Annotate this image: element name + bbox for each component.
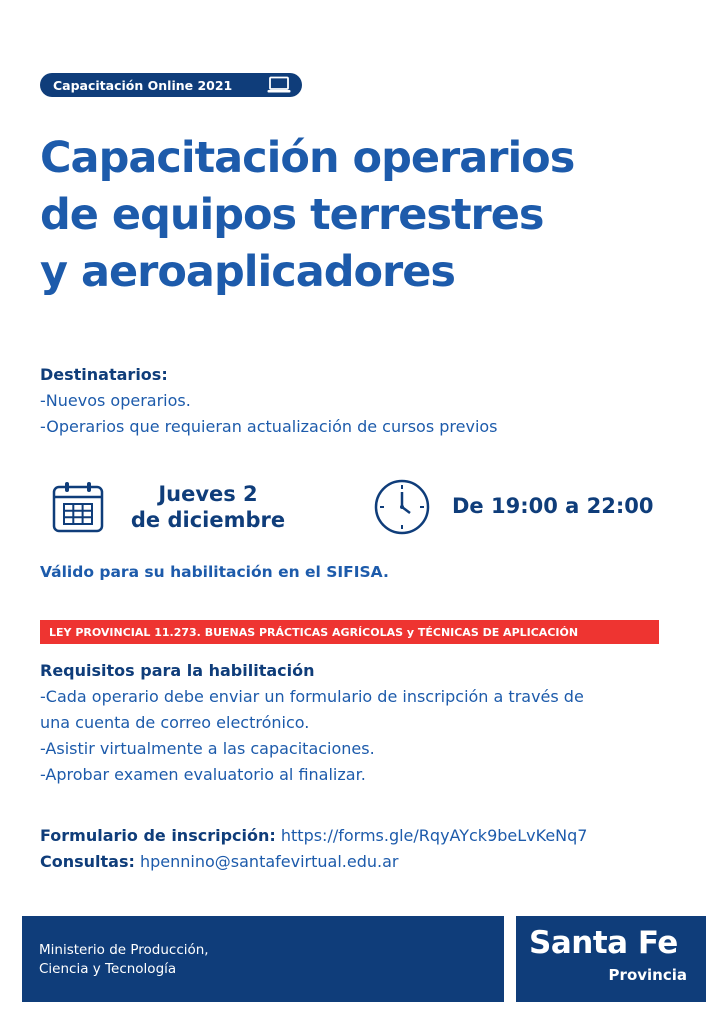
form-link[interactable]: https://forms.gle/RqyAYck9beLvKeNq7 bbox=[280, 826, 588, 845]
ministry-footer bbox=[22, 916, 504, 1002]
requisitos-section bbox=[40, 658, 584, 788]
consultas-row bbox=[40, 849, 587, 875]
page-title bbox=[40, 130, 574, 301]
contact-section bbox=[40, 823, 587, 875]
destinatarios-section bbox=[40, 362, 498, 440]
destinatarios-item: -Operarios que requieran actualización de cursos previos bbox=[40, 417, 498, 436]
event-time: De 19:00 a 22:00 bbox=[452, 494, 654, 518]
event-date bbox=[122, 481, 294, 533]
title-line: y aeroaplicadores bbox=[40, 247, 455, 297]
date-line: de diciembre bbox=[130, 508, 286, 532]
ministry-line: Ciencia y Tecnología bbox=[39, 961, 177, 977]
form-row bbox=[40, 823, 587, 849]
clock-icon bbox=[374, 479, 430, 535]
requisitos-heading: Requisitos para la habilitación bbox=[40, 661, 315, 680]
consultas-label: Consultas: bbox=[40, 852, 135, 871]
calendar-icon bbox=[52, 481, 104, 533]
title-line: Capacitación operarios bbox=[40, 133, 575, 183]
requisitos-item: -Asistir virtualmente a las capacitaciones. bbox=[40, 739, 375, 758]
requisitos-item: una cuenta de correo electrónico. bbox=[40, 713, 310, 732]
valid-note: Válido para su habilitación en el SIFISA. bbox=[40, 563, 389, 581]
requisitos-item: -Cada operario debe enviar un formulario de inscripción a través de bbox=[40, 687, 584, 706]
destinatarios-item: -Nuevos operarios. bbox=[40, 391, 191, 410]
santa-fe-logo bbox=[516, 916, 706, 1002]
destinatarios-heading: Destinatarios: bbox=[40, 365, 168, 384]
brand-name: Santa Fe bbox=[529, 925, 678, 961]
form-label: Formulario de inscripción: bbox=[40, 826, 276, 845]
email-link[interactable]: hpennino@santafevirtual.edu.ar bbox=[139, 852, 399, 871]
ministry-line: Ministerio de Producción, bbox=[39, 942, 209, 958]
course-badge bbox=[40, 73, 302, 97]
requisitos-item: -Aprobar examen evaluatorio al finalizar. bbox=[40, 765, 366, 784]
title-line: de equipos terrestres bbox=[40, 190, 544, 240]
date-line: Jueves 2 bbox=[158, 482, 258, 506]
badge-label: Capacitación Online 2021 bbox=[53, 77, 233, 93]
laptop-icon bbox=[267, 76, 291, 94]
brand-sub: Provincia bbox=[608, 966, 687, 984]
ley-banner: LEY PROVINCIAL 11.273. BUENAS PRÁCTICAS AGRÍCOLAS y TÉCNICAS DE APLICACIÓN bbox=[40, 620, 659, 644]
